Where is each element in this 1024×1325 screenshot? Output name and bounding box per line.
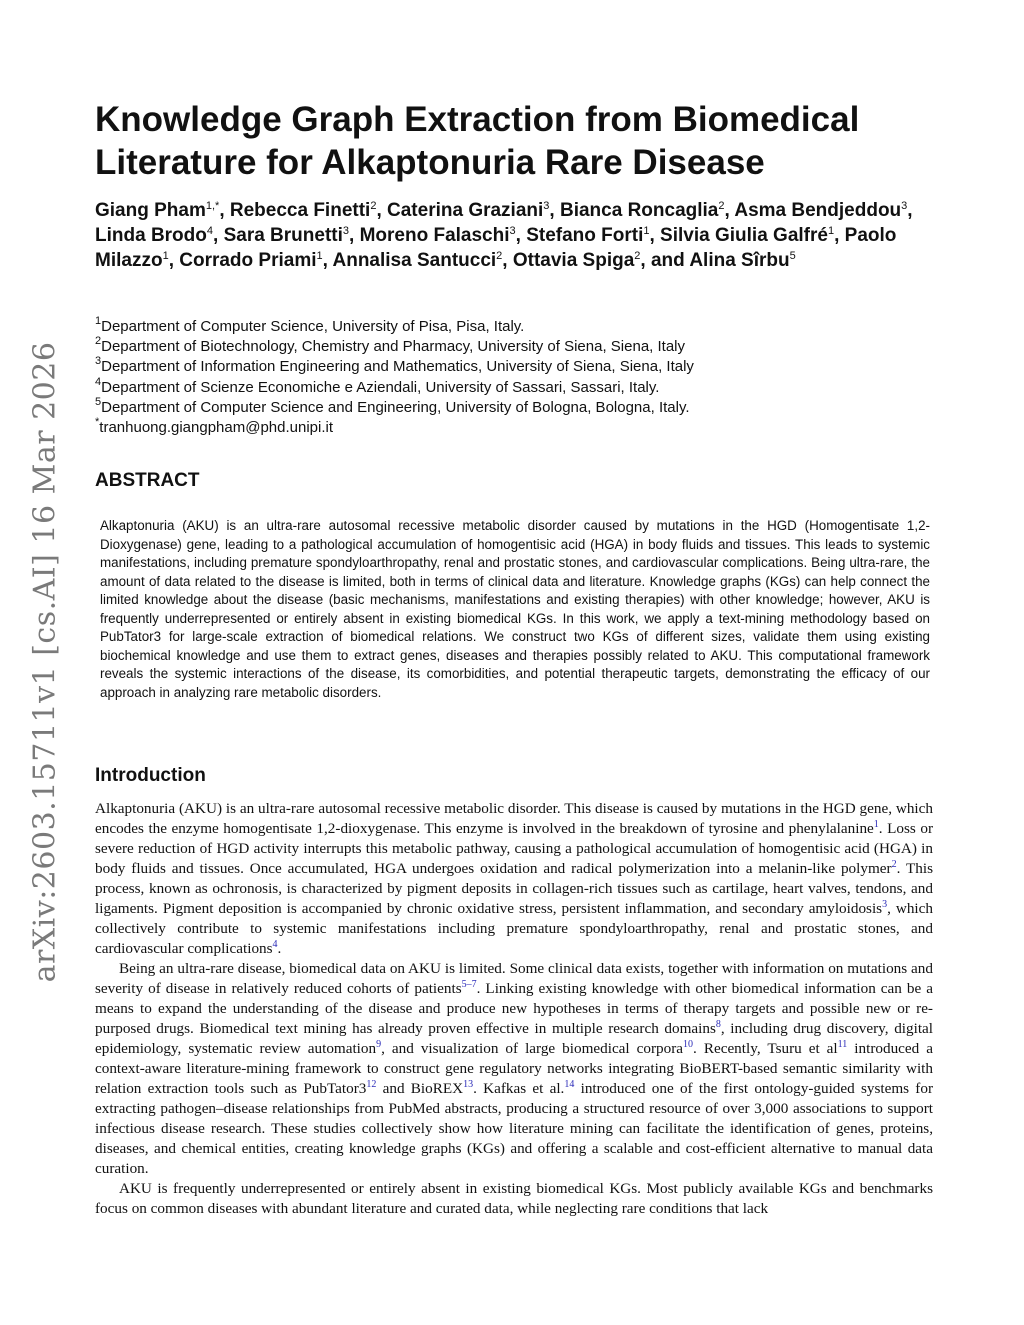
text-segment: . Recently, Tsuru et al: [693, 1040, 838, 1057]
author-affiliation-mark: 2: [370, 200, 377, 212]
author-name: Rebecca Finetti: [229, 200, 371, 221]
affiliation-text: tranhuong.giangpham@phd.unipi.it: [99, 419, 334, 437]
title-line-1: Knowledge Graph Extraction from Biomedical: [95, 100, 860, 139]
author-name: Paolo Milazzo: [95, 225, 897, 271]
affiliation-text: Department of Scienze Economiche e Aziendali, University of Sassari, Sassari, Italy.: [101, 378, 660, 396]
author-name: Asma Bendjeddou: [734, 200, 902, 221]
text-segment: .: [277, 940, 282, 957]
author-separator: ,: [515, 225, 527, 246]
text-segment: . Linking existing knowledge with other biomedical information can be a means to expand the understanding of the disease and produce new hypotheses in terms of therapy targets and possible new or re-purposed drugs. Biomedical text mining has already proven effective in multiple research domains: [95, 980, 934, 1037]
text-segment: . Loss or severe reduction of HGD activity interrupts this metabolic pathway, causing a pathological accumulation of homogentisic acid (HGA) in body fluids and tissues. Once accumulated, HGA undergoes oxidation and radical polymerization into a melanin-like polymer: [95, 820, 934, 877]
affiliation-mark: *: [95, 416, 100, 429]
arxiv-side-stamp: arXiv:2603.15711v1 [cs.AI] 16 Mar 2026: [27, 341, 63, 983]
citation-ref[interactable]: 12: [366, 1079, 377, 1090]
affiliation-text: Department of Computer Science, University of Pisa, Pisa, Italy.: [101, 318, 525, 335]
text-segment: , and visualization of large biomedical corpora: [381, 1040, 684, 1057]
affiliation-list: [95, 317, 935, 438]
text-segment: , including drug discovery, digital epidemiology, systematic review automation: [95, 1020, 934, 1057]
paper-title: [95, 98, 935, 184]
text-segment: and BioREX: [376, 1080, 464, 1097]
author-separator: ,: [649, 225, 661, 246]
author-name: Silvia Giulia Galfré: [660, 225, 828, 246]
citation-ref[interactable]: 11: [837, 1039, 848, 1050]
citation-ref[interactable]: 9: [376, 1039, 382, 1050]
author-affiliation-mark: 3: [342, 225, 350, 237]
author-name: Corrado Priami: [179, 250, 317, 271]
author-separator: ,: [349, 225, 360, 246]
affiliation-line: [95, 418, 935, 438]
author-separator: ,: [213, 225, 224, 246]
affiliation-line: [95, 375, 935, 398]
abstract-text: Alkaptonuria (AKU) is an ultra-rare autosomal recessive metabolic disorder caused by mutations in the HGD (Homogentisate 1,2-Dioxygenase) gene, leading to a pathological accumulation of homogentisic acid (HGA) in body fluids and tissues. This leads to systemic manifestations, including premature spondyloarthropathy, renal and prostatic stones, and cardiovascular complications. Being ultra-rare, the amount of data related to the disease is limited, both in terms of clinical data and literature. Knowledge graphs (KGs) can help connect the limited knowledge about the disease (basic mechanisms, manifestations and existing therapies) with other knowledge; however, AKU is frequently underrepresented or entirely absent in existing biomedical KGs. In this work, we apply a text-mining methodology based on PubTator3 for large-scale extraction of biomedical relations. We construct two KGs of different sizes, validate them using existing biochemical knowledge and use them to extract genes, diseases and therapies possibly related to AKU. This computational framework reveals the systemic interactions of the disease, its comorbidities, and potential therapeutic targets, demonstrating the efficacy of our approach in analyzing rare metabolic disorders.: [100, 518, 930, 700]
title-line-2: Literature for Alkaptonuria Rare Disease: [95, 143, 765, 182]
author-separator: ,: [907, 200, 913, 221]
author-separator: ,: [834, 225, 845, 246]
author-separator: , and: [640, 250, 690, 271]
text-segment: , which collectively contribute to systemic manifestations including premature spondyloarthropathy, renal and prostatic stones, and cardiovascular complications: [95, 900, 933, 957]
author-separator: ,: [219, 200, 230, 221]
introduction-body: [95, 799, 933, 1219]
intro-paragraph-2: [95, 959, 933, 1179]
author-separator: ,: [549, 200, 560, 221]
author-list: [95, 198, 940, 273]
citation-ref[interactable]: 3: [882, 899, 888, 910]
author-name: Bianca Roncaglia: [559, 200, 719, 221]
author-name: Linda Brodo: [95, 225, 207, 246]
text-segment: . Kafkas et al.: [473, 1080, 565, 1097]
affiliation-line: [95, 317, 935, 337]
citation-ref[interactable]: 2: [891, 859, 897, 870]
citation-ref[interactable]: 1: [873, 819, 879, 830]
affiliation-text: Department of Biotechnology, Chemistry and Pharmacy, University of Siena, Siena, Italy: [101, 338, 686, 356]
author-affiliation-mark: 1: [827, 225, 835, 237]
intro-paragraph-1: [95, 799, 933, 959]
author-affiliation-mark: 1: [643, 225, 650, 237]
affiliation-mark: 2: [95, 335, 102, 348]
author-affiliation-mark: 2: [718, 200, 725, 212]
author-separator: ,: [168, 250, 180, 271]
affiliation-line: [95, 395, 935, 418]
author-affiliation-mark: 5: [789, 250, 796, 262]
author-name: Stefano Forti: [526, 225, 644, 246]
author-name: Sara Brunetti: [223, 225, 343, 246]
author-affiliation-mark: 3: [901, 200, 908, 212]
affiliation-line: [95, 357, 935, 377]
affiliation-mark: 1: [95, 315, 102, 327]
author-affiliation-mark: 3: [509, 225, 516, 237]
affiliation-text: Department of Information Engineering and Mathematics, University of Siena, Siena, Italy: [101, 358, 694, 376]
text-segment: Alkaptonuria (AKU) is an ultra-rare autosomal recessive metabolic disorder. This disease is caused by mutations in the HGD gene, which encodes the enzyme homogentisate 1,2-dioxygenase. This enzyme is involved in the breakdown of tyrosine and phenylalanine: [95, 800, 933, 837]
abstract-heading: ABSTRACT: [95, 470, 200, 491]
author-affiliation-mark: 2: [634, 250, 641, 262]
text-segment: AKU is frequently underrepresented or entirely absent in existing biomedical KGs. Most publicly available KGs and benchmarks focus on common diseases with abundant literature and curated data, while neglecting rare conditions that lack: [95, 1180, 933, 1217]
affiliation-mark: 5: [95, 395, 102, 408]
text-segment: . This process, known as ochronosis, is characterized by pigment deposits in collagen-rich tissues such as cartilage, heart valves, tendons, and ligaments. Pigment deposition is accompanied by chronic oxidative stress, persistent inflammation, and secondary amyloidosis: [95, 860, 933, 917]
author-name: Alina Sîrbu: [689, 250, 790, 271]
author-separator: ,: [322, 250, 333, 271]
text-segment: introduced one of the first ontology-guided systems for extracting pathogen–disease relationships from PubMed abstracts, producing a structured resource of over 3,000 associations to support infectious disease research. These studies collectively show how literature mining can facilitate the identification of genes, proteins, diseases, and chemical entities, creating knowledge graphs (KGs) and offering a scalable and cost-efficient alternative to manual data curation.: [95, 1080, 934, 1177]
text-segment: introduced a context-aware literature-mining framework to construct gene regulatory networks integrating BioBERT-based semantic similarity with relation extraction tools such as PubTator3: [95, 1040, 933, 1097]
citation-ref[interactable]: 5–7: [461, 979, 477, 990]
affiliation-mark: 4: [95, 375, 102, 388]
author-name: Caterina Graziani: [387, 200, 544, 221]
author-separator: ,: [376, 200, 388, 221]
text-segment: Being an ultra-rare disease, biomedical data on AKU is limited. Some clinical data exists, together with information on mutations and severity of disease in relatively reduced cohorts of patients: [95, 960, 933, 997]
author-affiliation-mark: 1: [162, 250, 169, 262]
affiliation-mark: 3: [95, 355, 102, 368]
citation-ref[interactable]: 13: [463, 1079, 474, 1090]
affiliation-text: Department of Computer Science and Engineering, University of Bologna, Bologna, Italy.: [101, 398, 690, 416]
author-name: Moreno Falaschi: [359, 225, 510, 246]
author-affiliation-mark: 1: [316, 250, 323, 262]
citation-ref[interactable]: 4: [272, 939, 278, 950]
introduction-heading: Introduction: [95, 765, 206, 786]
author-name: Annalisa Santucci: [332, 250, 497, 271]
author-affiliation-mark: 1,*: [205, 200, 220, 212]
author-separator: ,: [502, 250, 513, 271]
author-name: Giang Pham: [95, 200, 206, 221]
affiliation-line: [95, 337, 935, 357]
author-affiliation-mark: 2: [496, 250, 503, 262]
citation-ref[interactable]: 10: [683, 1039, 694, 1050]
citation-ref[interactable]: 14: [564, 1079, 575, 1090]
intro-paragraph-3: [95, 1179, 933, 1219]
author-name: Ottavia Spiga: [512, 250, 635, 271]
author-affiliation-mark: 4: [206, 225, 214, 237]
author-separator: ,: [724, 200, 735, 221]
author-affiliation-mark: 3: [543, 200, 550, 212]
citation-ref[interactable]: 8: [715, 1019, 721, 1030]
